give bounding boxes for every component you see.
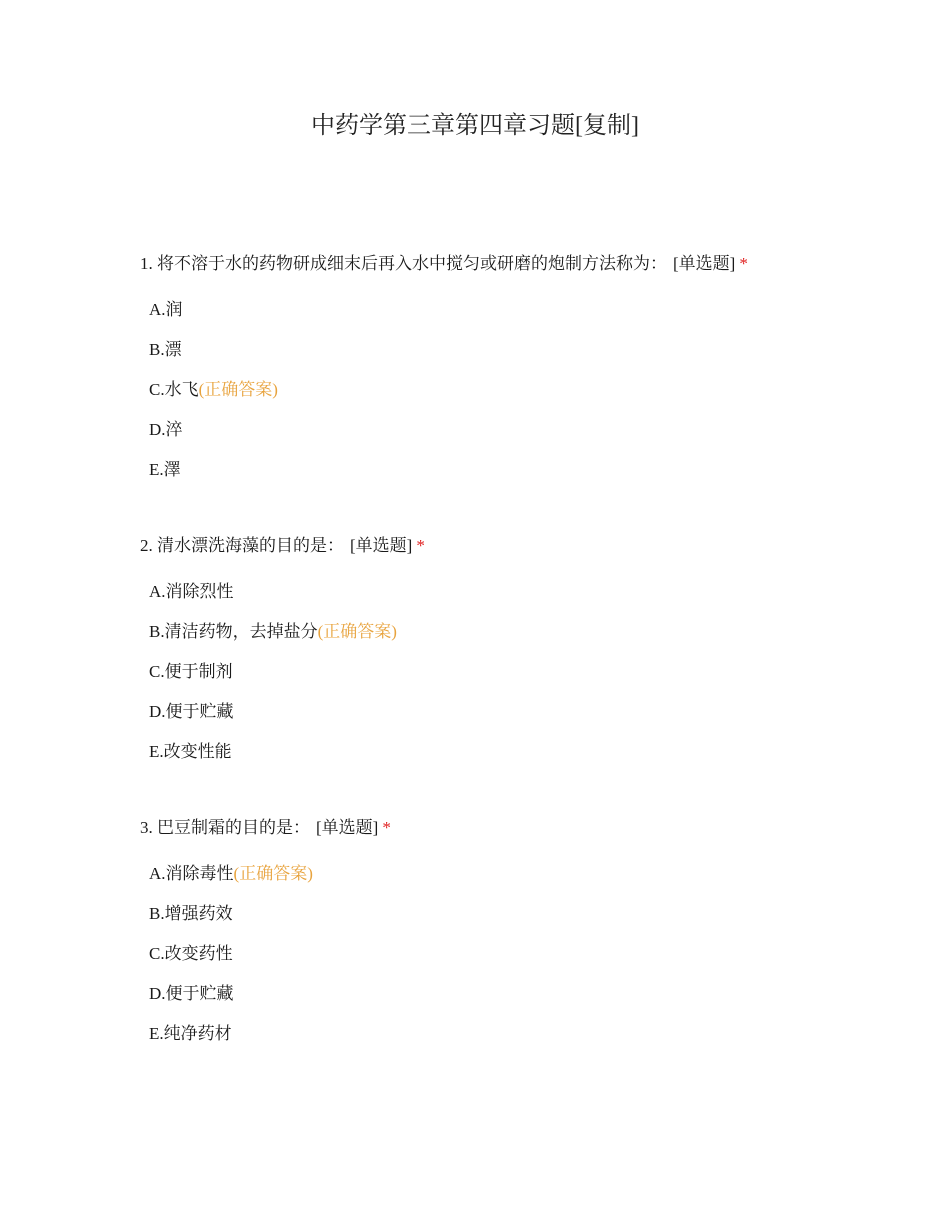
- question-number: 3.: [140, 818, 153, 837]
- option-label: E.改变性能: [149, 742, 232, 761]
- question-type: [单选题]: [316, 818, 379, 837]
- option-label: B.漂: [149, 340, 182, 359]
- option-label: E.澤: [149, 460, 181, 479]
- option-label: E.纯净药材: [149, 1024, 232, 1043]
- option-label: D.淬: [149, 420, 183, 439]
- option-c[interactable]: [149, 378, 900, 418]
- option-label: A.消除烈性: [149, 582, 234, 601]
- option-label: C.便于制剂: [149, 662, 233, 681]
- option-label: B.增强药效: [149, 904, 233, 923]
- option-a[interactable]: [149, 298, 900, 338]
- option-label: C.水飞: [149, 380, 199, 399]
- question-type: [单选题]: [350, 536, 413, 555]
- option-a[interactable]: [149, 862, 900, 902]
- question-number: 2.: [140, 536, 153, 555]
- option-b[interactable]: [149, 620, 900, 660]
- option-d[interactable]: [149, 418, 900, 458]
- option-label: C.改变药性: [149, 944, 233, 963]
- correct-answer-mark: (正确答案): [317, 622, 397, 641]
- option-c[interactable]: [149, 942, 900, 982]
- question-stem: [140, 534, 900, 558]
- option-c[interactable]: [149, 660, 900, 700]
- required-marker: *: [382, 818, 391, 837]
- question-stem: [140, 816, 900, 840]
- option-label: D.便于贮藏: [149, 984, 234, 1003]
- question-text: 巴豆制霜的目的是：: [157, 818, 310, 837]
- question-text: 清水漂洗海藻的目的是：: [157, 536, 344, 555]
- option-e[interactable]: [149, 1022, 900, 1062]
- page-title: 中药学第三章第四章习题[复制]: [311, 113, 639, 139]
- option-e[interactable]: [149, 458, 900, 498]
- question-1: [140, 252, 900, 498]
- option-label: B.清洁药物，去掉盐分: [149, 622, 318, 641]
- required-marker: *: [416, 536, 425, 555]
- option-label: A.润: [149, 300, 183, 319]
- question-3: [140, 816, 900, 1062]
- option-b[interactable]: [149, 902, 900, 942]
- correct-answer-mark: (正确答案): [198, 380, 278, 399]
- question-2: [140, 534, 900, 780]
- option-b[interactable]: [149, 338, 900, 378]
- option-list: [140, 862, 900, 1062]
- option-list: [140, 580, 900, 780]
- question-number: 1.: [140, 254, 153, 273]
- option-a[interactable]: [149, 580, 900, 620]
- question-stem: [140, 252, 900, 276]
- question-text: 将不溶于水的药物研成细末后再入水中搅匀或研磨的炮制方法称为：: [157, 254, 667, 273]
- option-label: D.便于贮藏: [149, 702, 234, 721]
- option-label: A.消除毒性: [149, 864, 234, 883]
- option-d[interactable]: [149, 982, 900, 1022]
- question-type: [单选题]: [673, 254, 736, 273]
- option-e[interactable]: [149, 740, 900, 780]
- required-marker: *: [739, 254, 748, 273]
- correct-answer-mark: (正确答案): [233, 864, 313, 883]
- option-list: [140, 298, 900, 498]
- option-d[interactable]: [149, 700, 900, 740]
